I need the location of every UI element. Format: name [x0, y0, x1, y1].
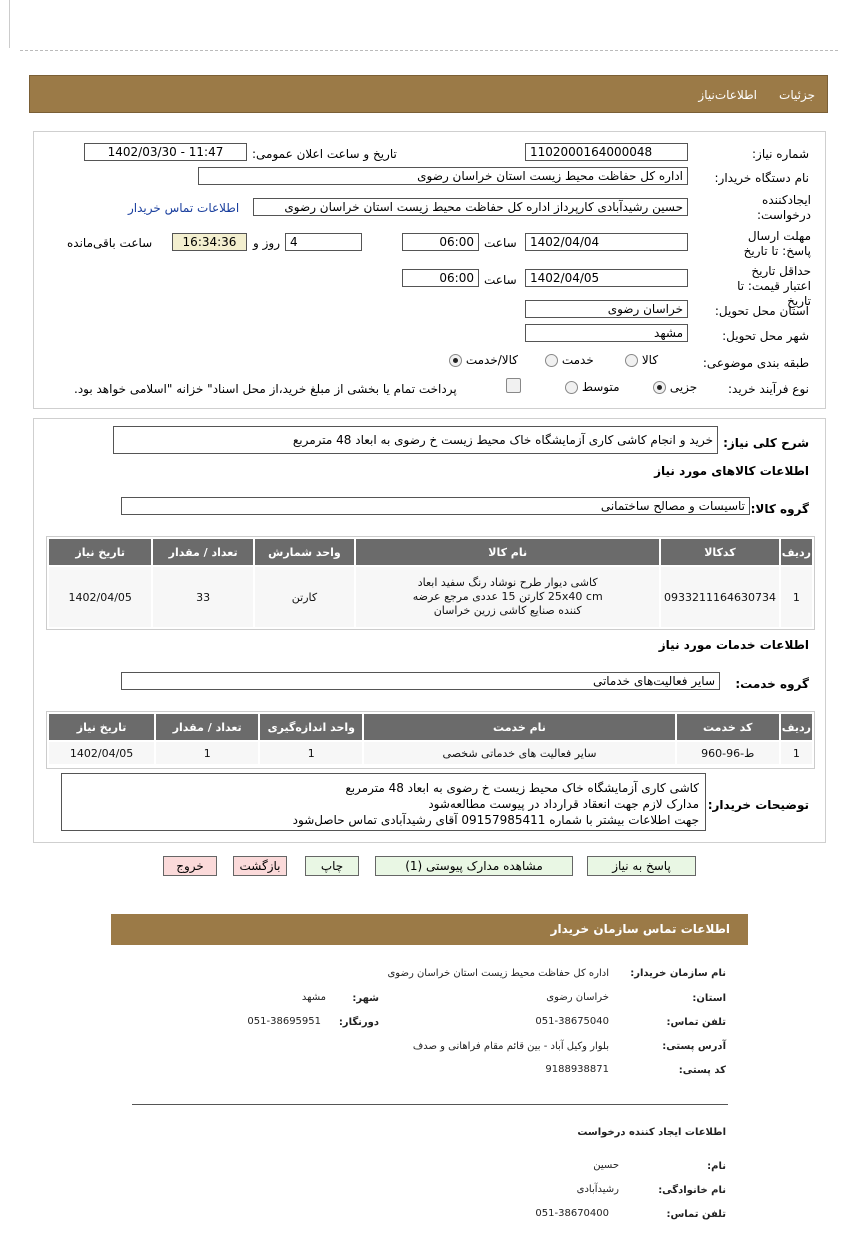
deadline-label: مهلت ارسال پاسخ: تا تاریخ	[743, 229, 811, 258]
back-button[interactable]: بازگشت	[233, 856, 287, 876]
buyer-contact-link[interactable]: اطلاعات تماس خریدار	[128, 201, 240, 215]
goods-cell-unit: کارتن	[291, 590, 318, 604]
contact-header-title: اطلاعات تماس سازمان خریدار	[550, 922, 730, 936]
need-number-label: شماره نیاز:	[752, 147, 809, 161]
validity-time-field: 06:00	[402, 269, 479, 287]
buyer-org-field: اداره کل حفاظت محیط زیست استان خراسان رضوی	[198, 167, 688, 185]
days-field: 4	[285, 233, 362, 251]
left-border-line	[9, 0, 10, 48]
requester-family-value: رشیدآبادی	[576, 1184, 619, 1195]
service-group-label: گروه خدمت:	[735, 677, 809, 691]
province-label: استان محل تحویل:	[714, 304, 809, 318]
services-table-frame	[46, 711, 815, 769]
service-cell-unit: 1	[307, 746, 315, 760]
contact-postal-label: کد پستی:	[678, 1065, 726, 1076]
goods-col-date: تاریخ نیاز	[49, 539, 151, 565]
buyer-note-line-2: مدارک لازم جهت انعقاد قرارداد در پیوست مطالعه‌شود	[428, 797, 699, 811]
need-number-field: 1102000164000048	[525, 143, 688, 161]
table-row	[49, 742, 812, 764]
service-group-field: سایر فعالیت‌های خدماتی	[121, 672, 720, 690]
services-table-header	[49, 714, 812, 740]
announce-label: تاریخ و ساعت اعلان عمومی:	[252, 147, 397, 161]
category-goods-radio[interactable]	[625, 354, 638, 367]
contact-org-label: نام سازمان خریدار:	[630, 968, 726, 979]
top-divider	[20, 50, 838, 51]
goods-cell-code: 0933211164630734	[663, 590, 776, 604]
city-field: مشهد	[525, 324, 688, 342]
service-cell-row: 1	[792, 746, 800, 760]
goods-table-frame	[46, 536, 815, 630]
service-col-row: ردیف	[781, 714, 812, 740]
category-goods-text: کالا	[641, 353, 659, 367]
city-label: شهر محل تحویل:	[722, 329, 809, 343]
contact-divider	[132, 1104, 728, 1105]
requester-label: ایجادکننده درخواست:	[757, 193, 811, 222]
goods-cell-date: 1402/04/05	[68, 590, 132, 604]
requester-name-value: حسین	[593, 1160, 619, 1171]
contact-province-label: استان:	[692, 993, 726, 1004]
goods-group-label: گروه کالا:	[750, 502, 809, 516]
contact-postal-value: 9188938871	[545, 1064, 609, 1075]
remaining-label: ساعت باقی‌مانده	[67, 236, 153, 250]
goods-group-field: تاسیسات و مصالح ساختمانی	[121, 497, 750, 515]
contact-address-value: بلوار وکیل آباد - بین قائم مقام فراهانی و صدف	[412, 1041, 609, 1052]
goods-title: اطلاعات کالاهای مورد نیاز	[654, 464, 809, 478]
goods-col-name: نام کالا	[356, 539, 659, 565]
service-col-code: کد خدمت	[677, 714, 779, 740]
contact-phone-value: 051-38675040	[535, 1016, 609, 1027]
goods-col-code: کدکالا	[661, 539, 778, 565]
days-label: روز و	[253, 236, 280, 250]
requester-phone-value: 051-38670400	[535, 1208, 609, 1219]
attachments-button[interactable]: مشاهده مدارک پیوستی (1)	[375, 856, 573, 876]
contact-phone-label: تلفن تماس:	[666, 1017, 726, 1028]
goods-col-qty: تعداد / مقدار	[153, 539, 252, 565]
service-cell-name: سایر فعالیت های خدماتی شخصی	[442, 746, 597, 760]
service-cell-code: ط-96-960	[701, 746, 755, 760]
validity-date-field: 1402/04/05	[525, 269, 688, 287]
process-medium-text: متوسط	[581, 380, 620, 394]
process-minor-radio[interactable]	[653, 381, 666, 394]
buyer-notes-box	[61, 773, 706, 831]
process-option-medium[interactable]	[565, 380, 620, 394]
contact-city-label: شهر:	[352, 993, 379, 1004]
requester-phone-label: تلفن تماس:	[666, 1209, 726, 1220]
contact-city-value: مشهد	[301, 992, 326, 1003]
exit-button[interactable]: خروج	[163, 856, 217, 876]
summary-field: خرید و انجام کاشی کاری آزمایشگاه خاک محیط زیست خ رضوی به ابعاد 48 مترمربع	[113, 426, 718, 454]
service-col-unit: واحد اندازه‌گیری	[260, 714, 362, 740]
contact-address-label: آدرس پستی:	[662, 1041, 726, 1052]
process-minor-text: جزیی	[669, 380, 698, 394]
services-title: اطلاعات خدمات مورد نیاز	[658, 638, 809, 652]
contact-province-value: خراسان رضوی	[546, 992, 609, 1003]
service-cell-qty: 1	[203, 746, 211, 760]
treasury-checkbox[interactable]	[506, 378, 521, 393]
goods-col-row: ردیف	[781, 539, 812, 565]
contact-header-bar	[111, 914, 748, 945]
process-option-minor[interactable]	[653, 380, 697, 394]
announce-field: 1402/03/30 - 11:47	[84, 143, 247, 161]
category-both-radio[interactable]	[449, 354, 462, 367]
process-medium-radio[interactable]	[565, 381, 578, 394]
deadline-time-label: ساعت	[484, 236, 517, 250]
buyer-note-line-1: کاشی کاری آزمایشگاه خاک محیط زیست خ رضوی به ابعاد 48 مترمربع	[345, 781, 699, 795]
requester-info-title: اطلاعات ایجاد کننده درخواست	[577, 1127, 726, 1138]
category-option-goods[interactable]	[625, 353, 658, 367]
category-option-service[interactable]	[545, 353, 594, 367]
deadline-date-field: 1402/04/04	[525, 233, 688, 251]
requester-family-label: نام خانوادگی:	[658, 1185, 726, 1196]
category-both-text: کالا/خدمت	[465, 353, 519, 367]
buyer-note-line-3: جهت اطلاعات بیشتر با شماره 09157985411 آقای رشیدآبادی تماس حاصل‌شود	[292, 813, 699, 827]
process-label: نوع فرآیند خرید:	[728, 382, 809, 396]
service-col-date: تاریخ نیاز	[49, 714, 154, 740]
tab-header-bar	[29, 75, 828, 113]
category-label: طبقه بندی موضوعی:	[702, 356, 809, 370]
contact-fax-label: دورنگار:	[338, 1017, 379, 1028]
goods-col-unit: واحد شمارش	[255, 539, 354, 565]
buyer-org-label: نام دستگاه خریدار:	[714, 171, 809, 185]
category-service-radio[interactable]	[545, 354, 558, 367]
goods-cell-row: 1	[792, 590, 800, 604]
tab-details[interactable]: جزئیات	[779, 88, 815, 102]
requester-field: حسین رشیدآبادی کارپرداز اداره کل حفاظت محیط زیست استان خراسان رضوی	[253, 198, 688, 216]
tab-need-info[interactable]: اطلاعات‌نیاز	[698, 88, 757, 102]
table-row	[49, 567, 812, 627]
category-option-both[interactable]	[449, 353, 518, 367]
goods-cell-qty: 33	[196, 590, 211, 604]
buyer-notes-label: توضیحات خریدار:	[707, 798, 809, 812]
goods-cell-name: کاشی دیوار طرح نوشاد رنگ سفید ابعاد 25x40 cm کارتن 15 عددی مرجع عرضه کننده صنایع کاشی زرین خراسان	[412, 576, 603, 617]
contact-org-value: اداره کل حفاظت محیط زیست استان خراسان رضوی	[387, 968, 609, 979]
goods-table	[47, 537, 814, 629]
print-button[interactable]: چاپ	[305, 856, 359, 876]
requester-name-label: نام:	[707, 1161, 726, 1172]
deadline-time-field: 06:00	[402, 233, 479, 251]
validity-time-label: ساعت	[484, 273, 517, 287]
category-service-text: خدمت	[561, 353, 594, 367]
services-table	[47, 712, 814, 766]
remaining-time-field: 16:34:36	[172, 233, 247, 251]
contact-fax-value: 051-38695951	[247, 1016, 321, 1027]
province-field: خراسان رضوی	[525, 300, 688, 318]
respond-button[interactable]: پاسخ به نیاز	[587, 856, 696, 876]
service-col-qty: تعداد / مقدار	[156, 714, 258, 740]
goods-table-header	[49, 539, 812, 565]
validity-label: حداقل تاریخ اعتبار قیمت: تا تاریخ	[737, 264, 811, 308]
payment-note: پرداخت تمام یا بخشی از مبلغ خرید،از محل اسناد" خزانه "اسلامی خواهد بود.	[74, 382, 457, 396]
service-cell-date: 1402/04/05	[69, 746, 134, 760]
service-col-name: نام خدمت	[364, 714, 674, 740]
summary-label: شرح کلی نیاز:	[723, 436, 809, 450]
